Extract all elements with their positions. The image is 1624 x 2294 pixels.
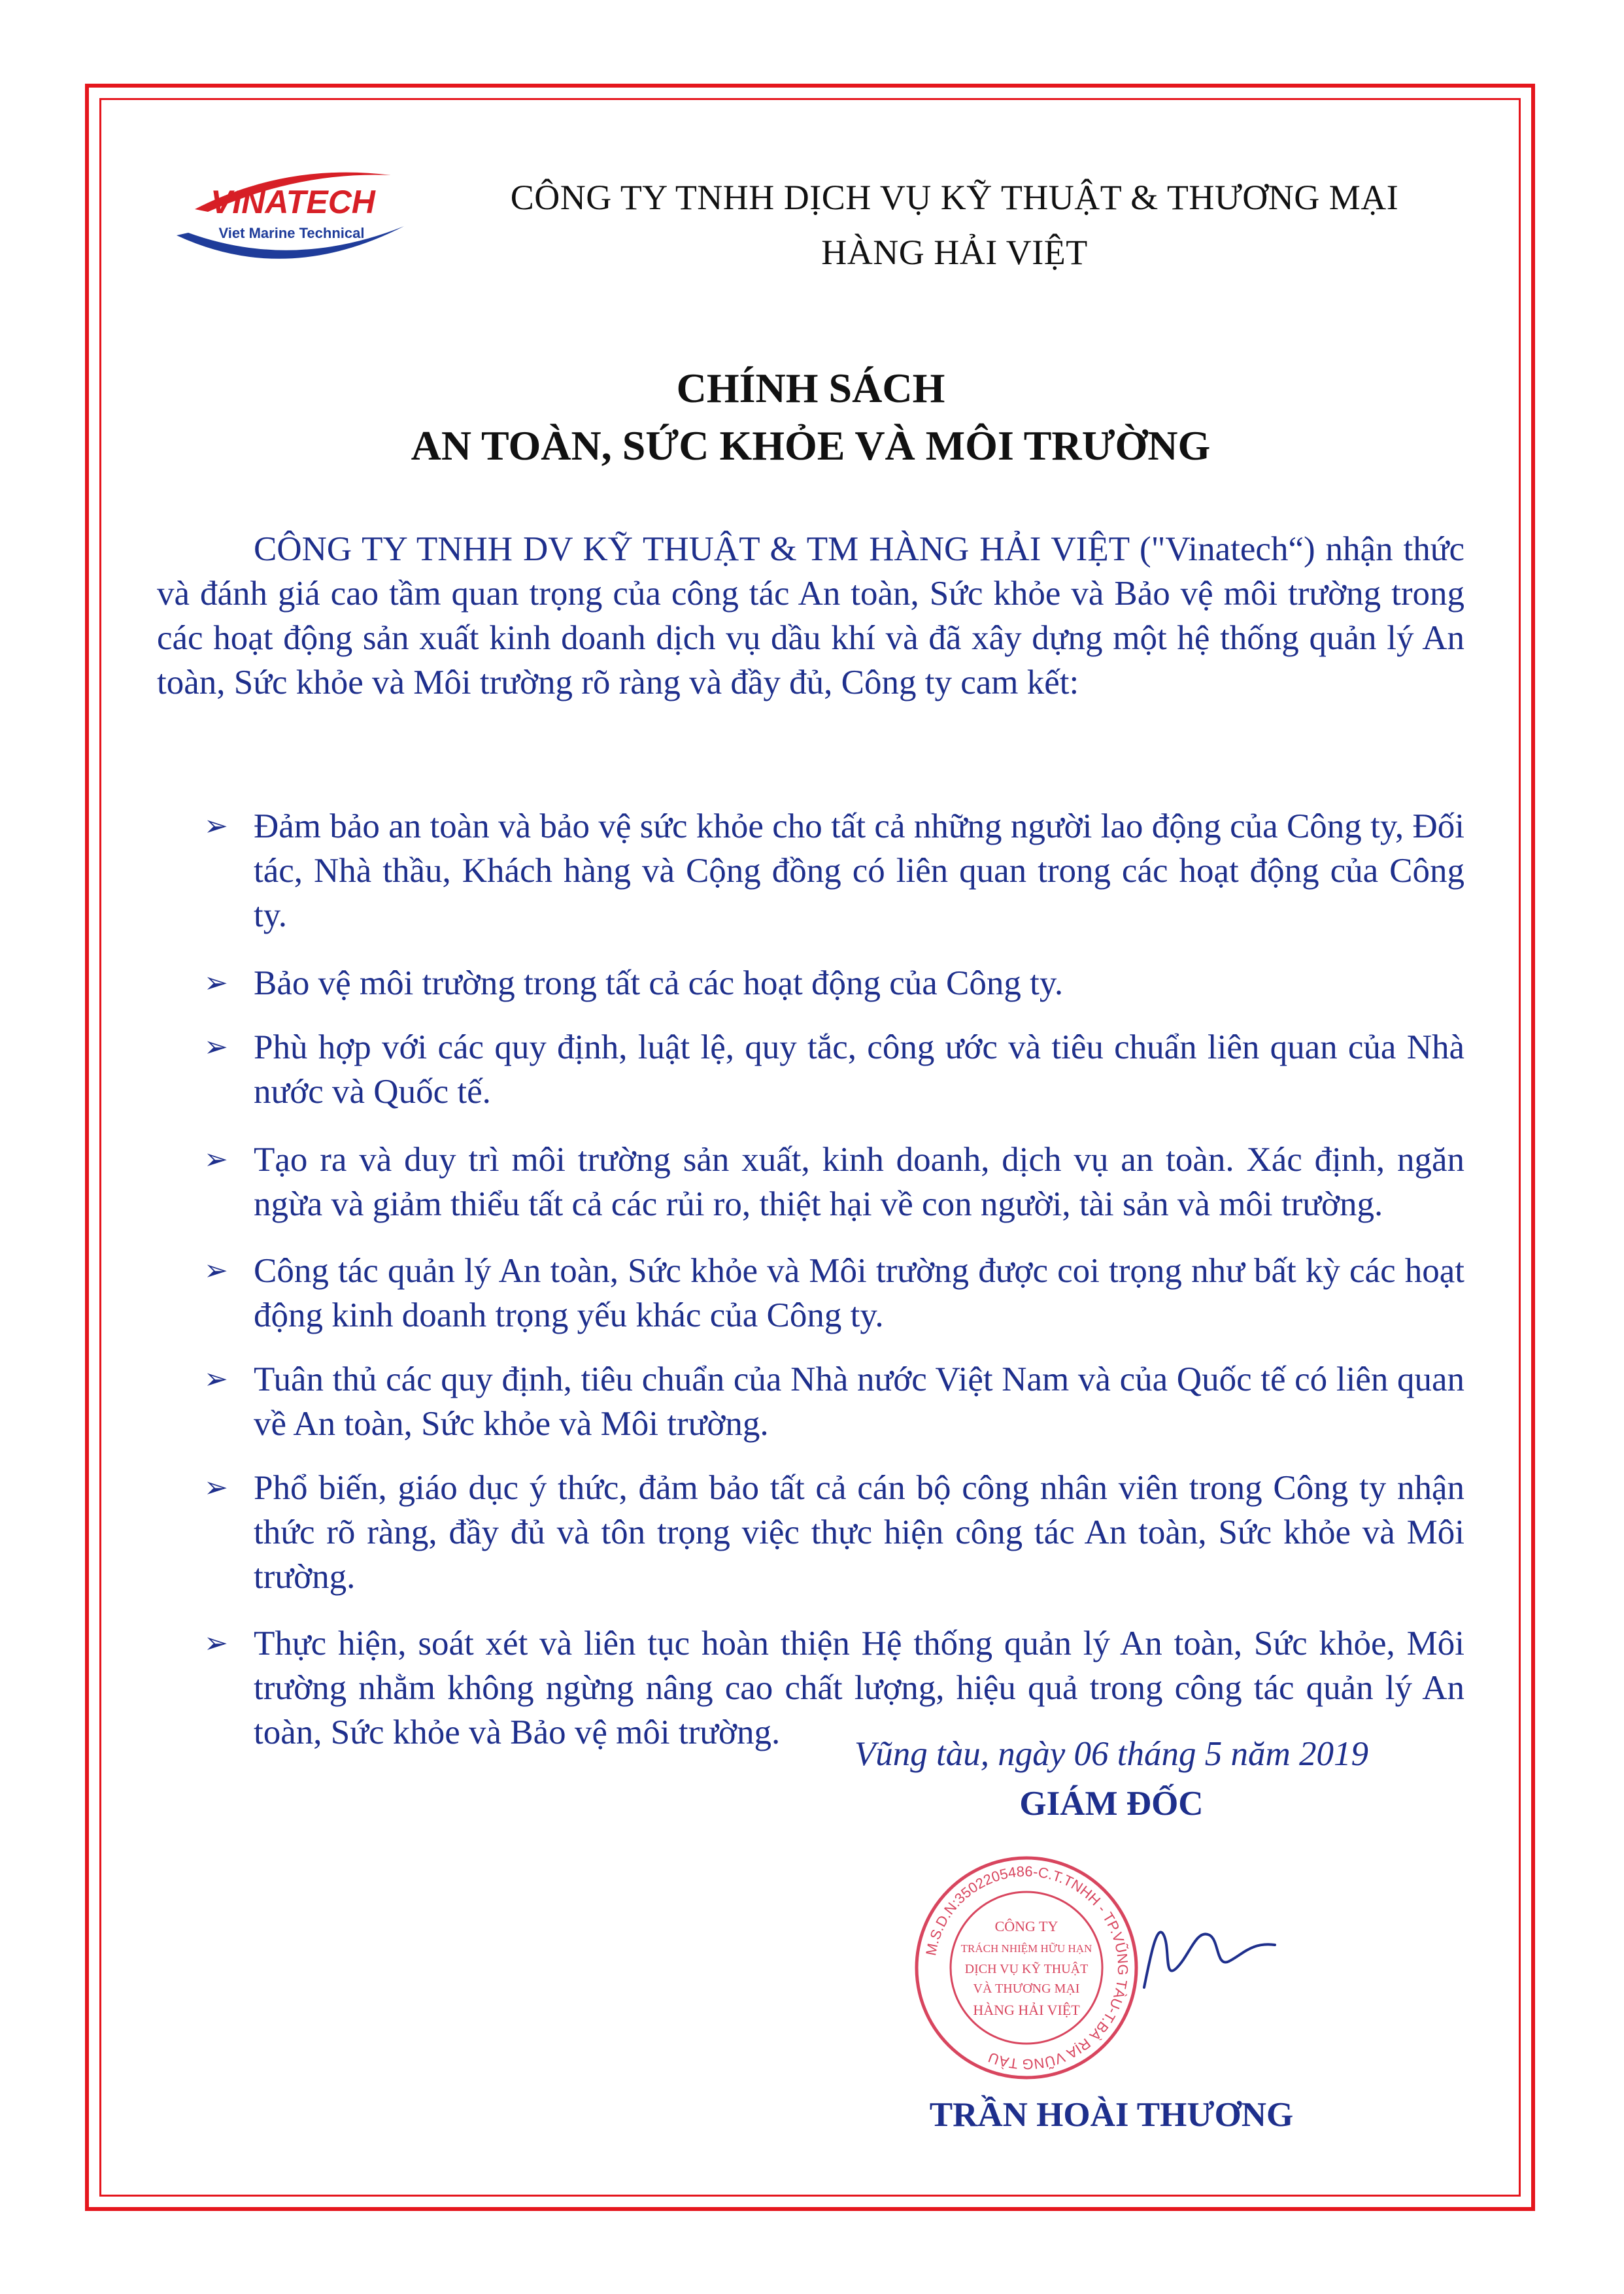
arrow-bullet-icon: ➢ [204,1254,228,1287]
commitment-item [196,1466,1464,1599]
logo-brand-text: VINATECH [211,184,375,220]
seal-line-1: CÔNG TY [994,1918,1058,1934]
commitment-item [196,961,1464,1005]
arrow-bullet-icon: ➢ [204,1143,228,1176]
signature-stroke [1144,1932,1275,1987]
commitment-text: Phổ biến, giáo dục ý thức, đảm bảo tất cả cán bộ công nhân viên trong Công ty nhận thức rõ ràng, đầy đủ và tôn trọng việc thực hiện công tác An toàn, Sức khỏe và Môi trường. [254,1469,1464,1596]
commitment-list [196,804,1464,1755]
seal-line-2: TRÁCH NHIỆM HỮU HẠN [960,1942,1092,1955]
policy-title-line-2: AN TOÀN, SỨC KHỎE VÀ MÔI TRƯỜNG [411,422,1211,469]
commitment-text: Bảo vệ môi trường trong tất cả các hoạt động của Công ty. [254,964,1064,1002]
signer-role: GIÁM ĐỐC [1019,1785,1204,1823]
vinatech-logo [169,149,417,286]
seal-line-3: DỊCH VỤ KỸ THUẬT [964,1962,1089,1976]
intro-paragraph: CÔNG TY TNHH DV KỸ THUẬT & TM HÀNG HẢI VIỆT ("Vinatech“) nhận thức và đánh giá cao tầm quan trọng của công tác An toàn, Sức khỏe và Bảo vệ môi trường trong các hoạt động sản xuất kinh doanh dịch vụ dầu khí và đã xây dựng một hệ thống quản lý An toàn, Sức khỏe và Môi trường rõ ràng và đầy đủ, Công ty cam kết: [157,530,1464,701]
commitment-item [196,804,1464,937]
seal-ring-text: M.S.D.N:3502205486-C.T.TNHH - TP.VŨNG TÀU-T.BÀ RỊA VŨNG TÀU [922,1863,1132,2073]
commitment-text: Thực hiện, soát xét và liên tục hoàn thiện Hệ thống quản lý An toàn, Sức khỏe, Môi trường nhằm không ngừng nâng cao chất lượng, hiệu quả trong công tác quản lý An toàn, Sức khỏe và Bảo vệ môi trường. [254,1625,1464,1751]
arrow-bullet-icon: ➢ [204,1362,228,1396]
signing-date: Vũng tàu, ngày 06 tháng 5 năm 2019 [854,1735,1369,1773]
commitment-item [196,1357,1464,1446]
commitment-text: Tạo ra và duy trì môi trường sản xuất, kinh doanh, dịch vụ an toàn. Xác định, ngăn ngừa và giảm thiểu tất cả các rủi ro, thiệt hại về con người, tài sản và môi trường. [254,1141,1464,1223]
policy-title-line-1: CHÍNH SÁCH [676,365,945,411]
company-name-line-2: HÀNG HẢI VIỆT [821,233,1088,272]
company-seal [909,1850,1144,2085]
company-name-line-1: CÔNG TY TNHH DỊCH VỤ KỸ THUẬT & THƯƠNG MẠI [510,178,1399,217]
arrow-bullet-icon: ➢ [204,966,228,1000]
seal-line-5: HÀNG HẢI VIỆT [973,2002,1080,2018]
commitment-item [196,1249,1464,1338]
logo-tagline-text: Viet Marine Technical [218,225,365,241]
company-name [458,170,1451,280]
handwritten-signature [1138,1909,1281,1994]
commitment-item [196,1025,1464,1114]
commitment-text: Đảm bảo an toàn và bảo vệ sức khỏe cho tất cả những người lao động của Công ty, Đối tác, Nhà thầu, Khách hàng và Cộng đồng có liên quan trong các hoạt động của Công ty. [254,807,1464,934]
commitment-text: Phù hợp với các quy định, luật lệ, quy tắc, công ước và tiêu chuẩn liên quan của Nhà nước và Quốc tế. [254,1028,1464,1111]
commitment-item [196,1138,1464,1226]
seal-line-4: VÀ THƯƠNG MẠI [973,1982,1080,1996]
arrow-bullet-icon: ➢ [204,1627,228,1660]
commitment-text: Công tác quản lý An toàn, Sức khỏe và Môi trường được coi trọng như bất kỳ các hoạt động kinh doanh trọng yếu khác của Công ty. [254,1252,1464,1334]
arrow-bullet-icon: ➢ [204,809,228,843]
arrow-bullet-icon: ➢ [204,1471,228,1504]
policy-title [157,360,1464,475]
signer-name: TRẦN HOÀI THƯƠNG [929,2096,1294,2134]
commitment-text: Tuân thủ các quy định, tiêu chuẩn của Nhà nước Việt Nam và của Quốc tế có liên quan về An toàn, Sức khỏe và Môi trường. [254,1360,1464,1443]
arrow-bullet-icon: ➢ [204,1030,228,1064]
